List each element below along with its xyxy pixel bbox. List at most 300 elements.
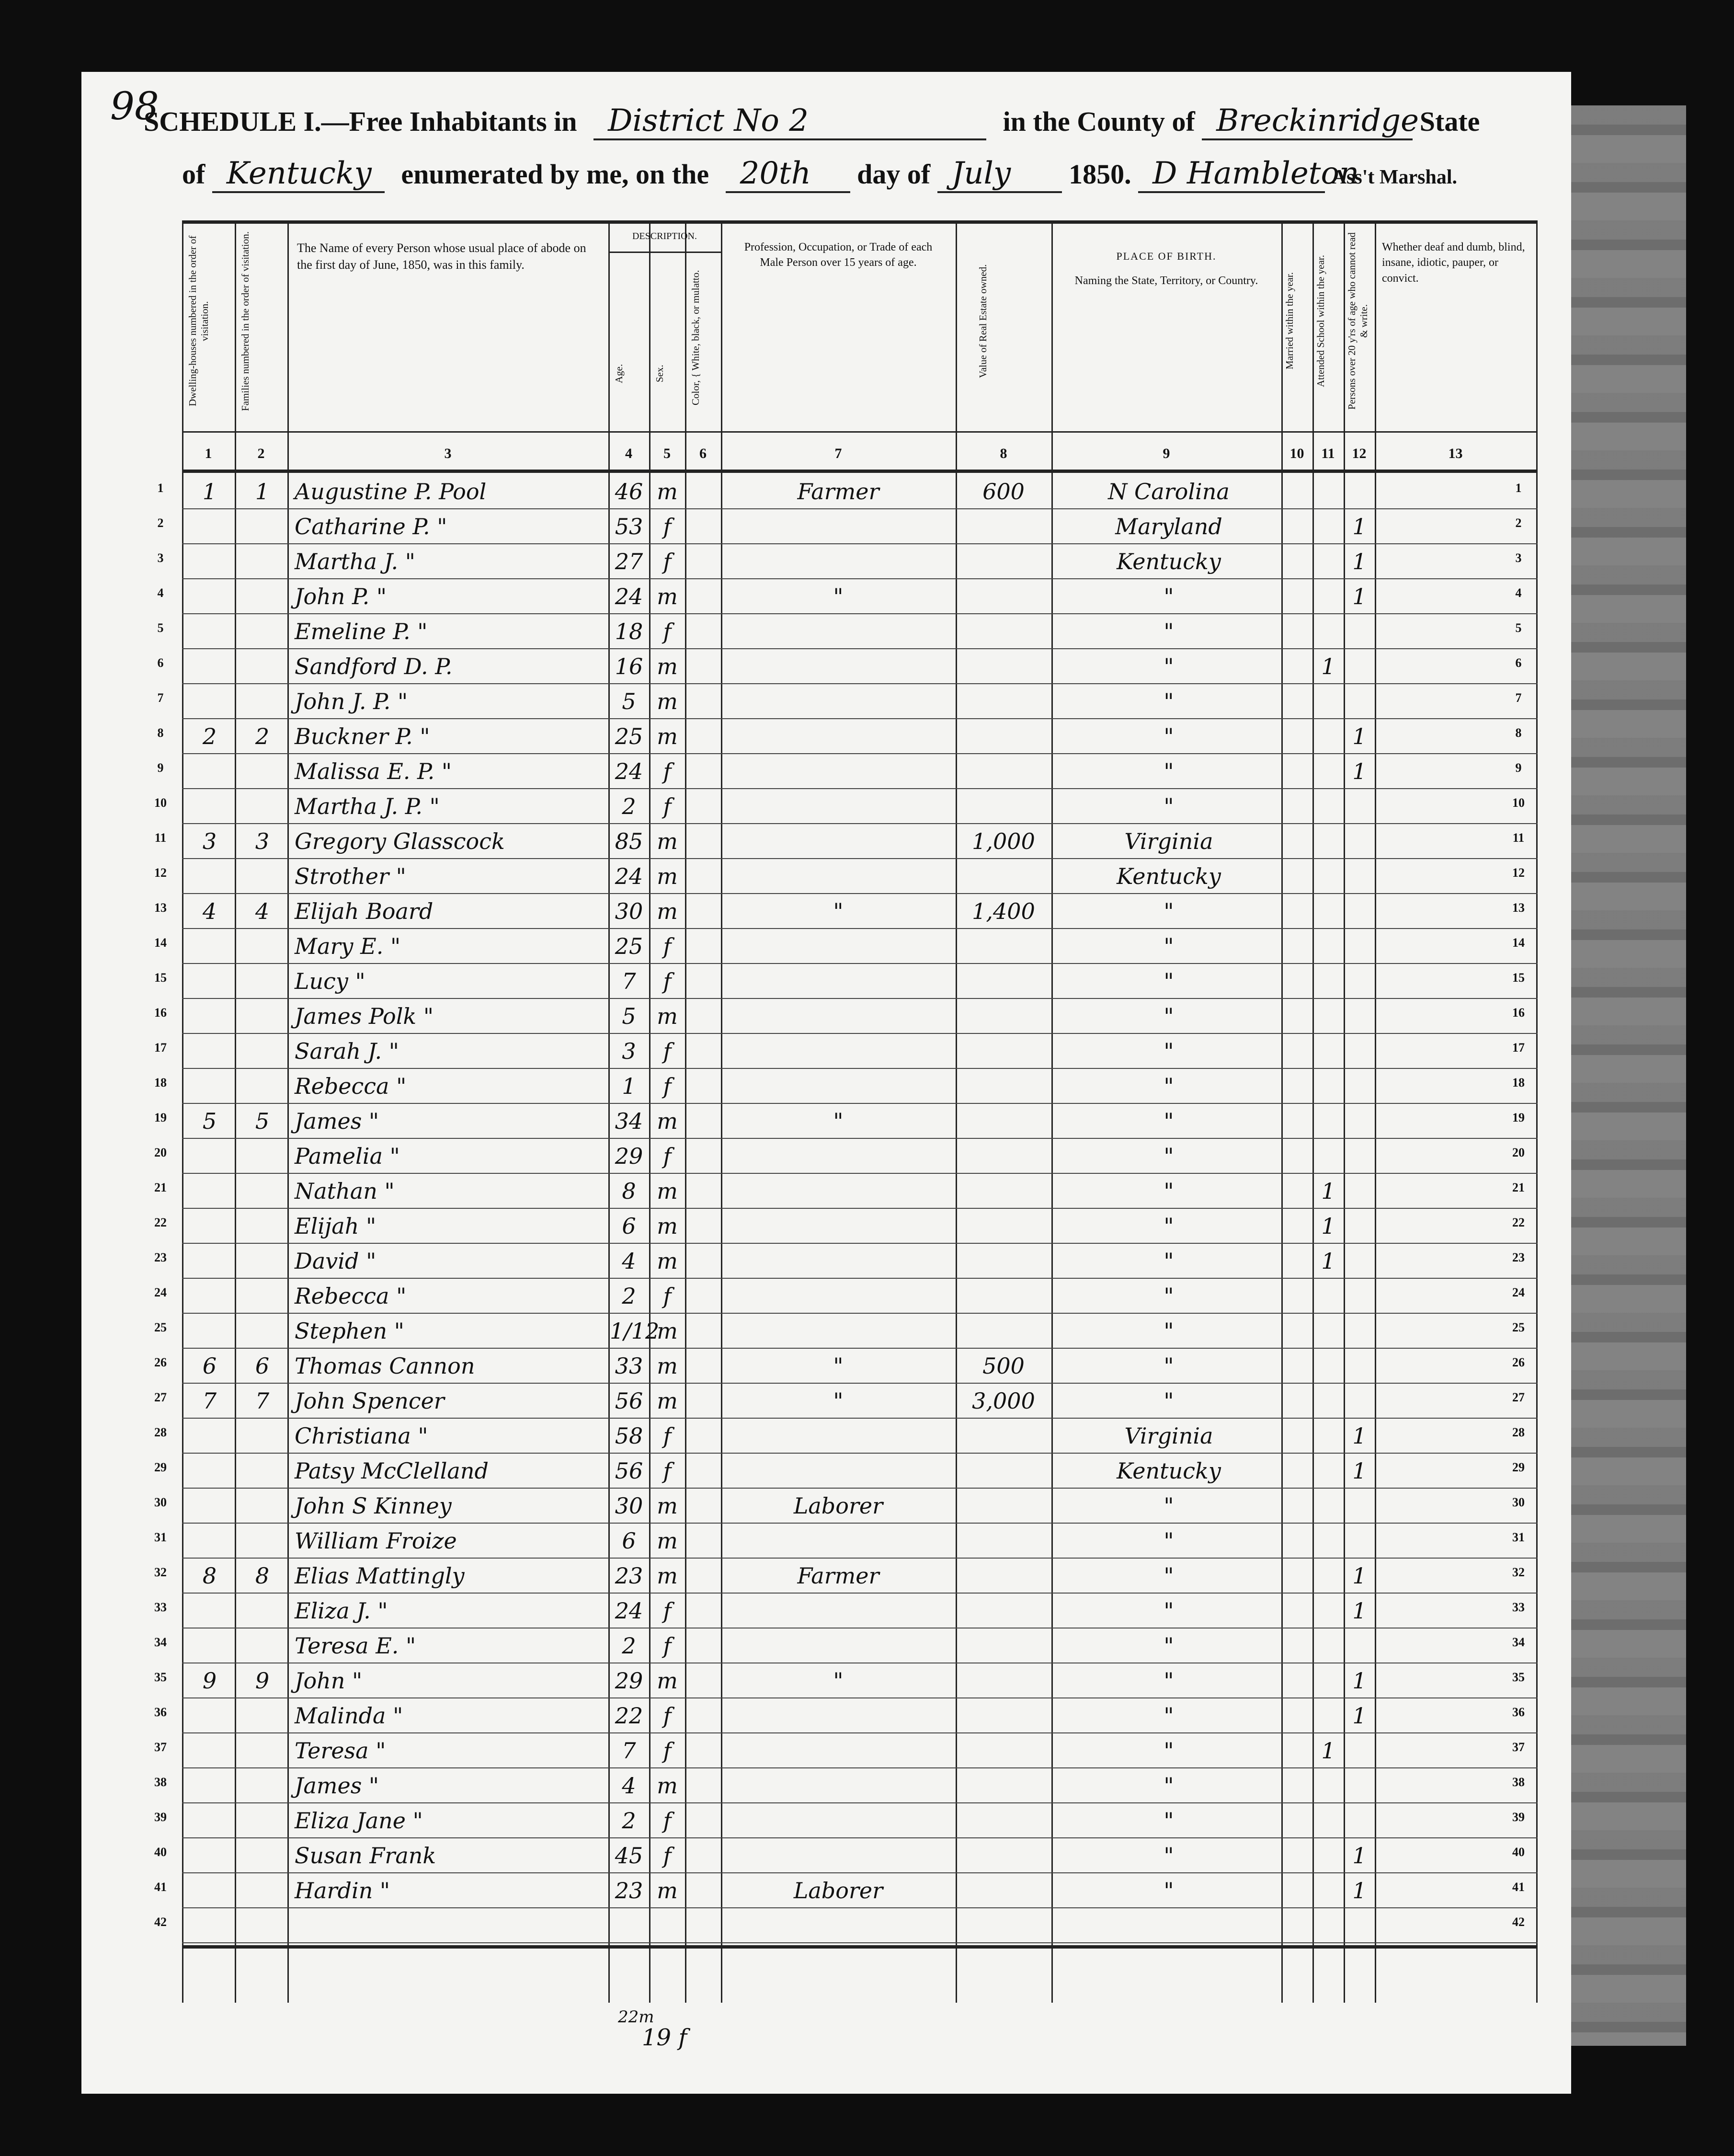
county-label: in the County of	[1003, 106, 1195, 137]
family-number	[240, 1698, 285, 1733]
line-number: 28	[154, 1425, 167, 1439]
birthplace-value: Kentucky	[1117, 863, 1221, 889]
sex-value: m	[657, 688, 678, 714]
col4-heading: Age.	[613, 364, 625, 384]
real-estate-value: 500	[982, 1353, 1025, 1379]
family-number: 5	[255, 1108, 270, 1134]
occupation-value	[726, 1244, 951, 1279]
census-table	[154, 220, 1538, 2003]
family-number	[240, 509, 285, 544]
school-mark	[1314, 1139, 1343, 1174]
birthplace-value: Kentucky	[1117, 1458, 1221, 1484]
line-number: 23	[154, 1250, 167, 1264]
family-number	[240, 1768, 285, 1803]
age-value: 30	[615, 1493, 643, 1519]
sex-value: f	[663, 1738, 672, 1764]
sex-value: f	[663, 1283, 672, 1309]
illiterate-mark	[1345, 1034, 1374, 1069]
married-mark	[1283, 1628, 1312, 1663]
school-mark	[1314, 1419, 1343, 1454]
school-mark	[1314, 1908, 1343, 1943]
margin-line-number: 13	[1512, 901, 1525, 915]
dwelling-number	[187, 1314, 232, 1349]
col-number: 5	[663, 446, 671, 461]
family-number	[240, 1803, 285, 1838]
occupation-value	[726, 614, 951, 649]
illiterate-mark: 1	[1352, 1703, 1367, 1729]
birthplace-value: "	[1164, 1598, 1174, 1624]
sex-value: m	[657, 1108, 678, 1134]
sex-value: f	[663, 968, 672, 994]
col-number: 10	[1289, 446, 1304, 461]
sex-value: m	[657, 1353, 678, 1379]
margin-line-number: 36	[1512, 1705, 1525, 1719]
real-estate-value	[958, 859, 1049, 894]
school-mark	[1314, 719, 1343, 754]
person-name: John J. P. "	[295, 688, 408, 714]
occupation-value	[726, 1733, 951, 1768]
table-row	[154, 1314, 1538, 1349]
dwelling-number	[187, 1838, 232, 1873]
occupation-value: "	[833, 1353, 844, 1379]
occupation-value	[726, 1768, 951, 1803]
family-number	[240, 1524, 285, 1559]
person-name: John "	[295, 1668, 363, 1694]
family-number	[240, 754, 285, 789]
school-mark	[1314, 1698, 1343, 1733]
occupation-value	[726, 1069, 951, 1104]
sex-value: m	[657, 1528, 678, 1554]
table-row	[154, 1838, 1538, 1873]
table-row	[157, 649, 1538, 684]
month-value: July	[937, 156, 1062, 193]
margin-line-number: 26	[1512, 1355, 1525, 1369]
line-number: 10	[154, 796, 167, 810]
illiterate-mark	[1345, 929, 1374, 964]
table-row	[157, 754, 1538, 789]
sex-value: m	[657, 1773, 678, 1799]
sex-value: m	[657, 1563, 678, 1589]
real-estate-value	[958, 1628, 1049, 1663]
margin-line-number: 27	[1512, 1390, 1525, 1404]
real-estate-value	[958, 684, 1049, 719]
line-number: 18	[154, 1076, 167, 1089]
line-number: 25	[154, 1320, 167, 1334]
person-name: John Spencer	[295, 1388, 445, 1414]
married-mark	[1283, 649, 1312, 684]
sex-value: f	[663, 1703, 672, 1729]
school-mark	[1314, 1279, 1343, 1314]
occupation-value	[726, 1034, 951, 1069]
married-mark	[1283, 579, 1312, 614]
dwelling-number	[187, 1174, 232, 1209]
age-value: 2	[622, 793, 636, 819]
margin-line-number: 7	[1515, 691, 1522, 705]
illiterate-mark	[1345, 1768, 1374, 1803]
line-number: 9	[157, 761, 164, 775]
married-mark	[1283, 999, 1312, 1034]
sex-value: f	[663, 1038, 672, 1064]
family-number: 2	[255, 723, 270, 749]
table-row	[154, 1559, 1538, 1594]
occupation-value	[726, 719, 951, 754]
family-number	[240, 1838, 285, 1873]
margin-line-number: 28	[1512, 1425, 1525, 1439]
age-value: 24	[615, 584, 643, 609]
table-row	[154, 1663, 1538, 1698]
family-number: 7	[255, 1388, 270, 1414]
illiterate-mark: 1	[1352, 514, 1367, 539]
person-name: Lucy "	[295, 968, 365, 994]
sex-value: f	[663, 758, 672, 784]
line-number: 2	[157, 516, 164, 530]
family-number	[240, 1873, 285, 1908]
col8-heading: Value of Real Estate owned.	[977, 264, 989, 378]
sex-value: f	[663, 1843, 672, 1869]
birthplace-value: "	[1164, 758, 1174, 784]
line-number: 29	[154, 1460, 167, 1474]
line-number: 35	[154, 1670, 167, 1684]
school-mark	[1314, 474, 1343, 509]
school-mark: 1	[1321, 654, 1335, 679]
real-estate-value	[958, 1244, 1049, 1279]
line-number: 42	[154, 1915, 167, 1929]
margin-line-number: 8	[1515, 726, 1522, 740]
person-name: Malissa E. P. "	[295, 758, 452, 784]
birthplace-value: "	[1164, 1633, 1174, 1659]
family-number	[240, 579, 285, 614]
real-estate-value: 3,000	[972, 1388, 1035, 1414]
margin-line-number: 42	[1512, 1915, 1525, 1929]
sex-value: m	[657, 723, 678, 749]
real-estate-value	[958, 1733, 1049, 1768]
line-number: 16	[154, 1006, 167, 1020]
description-heading: DESCRIPTION.	[632, 231, 697, 241]
table-row	[154, 1104, 1538, 1139]
age-value: 56	[615, 1388, 643, 1414]
district-value: District No 2	[593, 103, 986, 140]
family-number	[240, 1419, 285, 1454]
age-value: 2	[622, 1633, 636, 1659]
col13-heading: Whether deaf and dumb, blind, insane, idiotic, pauper, or convict.	[1382, 241, 1525, 285]
married-mark	[1283, 789, 1312, 824]
sex-value: m	[657, 1248, 678, 1274]
occupation-value	[726, 1454, 951, 1489]
person-name: William Froize	[295, 1528, 457, 1554]
line-number: 5	[157, 621, 164, 635]
age-value	[610, 1908, 648, 1943]
birthplace-value: "	[1164, 1108, 1174, 1134]
person-name: Hardin "	[295, 1878, 390, 1904]
illiterate-mark	[1345, 1489, 1374, 1524]
married-mark	[1283, 1314, 1312, 1349]
school-mark	[1314, 1663, 1343, 1698]
illiterate-mark: 1	[1352, 1598, 1367, 1624]
person-name: Martha J. P. "	[295, 793, 440, 819]
line-number: 24	[154, 1285, 167, 1299]
real-estate-value	[958, 1139, 1049, 1174]
age-value: 34	[615, 1108, 643, 1134]
age-value: 45	[615, 1843, 643, 1869]
illiterate-mark	[1345, 999, 1374, 1034]
family-number	[240, 1314, 285, 1349]
table-row	[154, 824, 1538, 859]
occupation-value: "	[833, 1388, 844, 1414]
school-mark	[1314, 1628, 1343, 1663]
illiterate-mark	[1345, 1314, 1374, 1349]
illiterate-mark	[1345, 1104, 1374, 1139]
school-mark	[1314, 1349, 1343, 1384]
margin-line-number: 17	[1512, 1041, 1525, 1055]
dwelling-number: 3	[202, 828, 217, 854]
school-mark	[1314, 1524, 1343, 1559]
dwelling-number	[187, 1594, 232, 1628]
school-mark	[1314, 1489, 1343, 1524]
person-name: Emeline P. "	[295, 619, 428, 644]
married-mark	[1283, 824, 1312, 859]
school-mark: 1	[1321, 1248, 1335, 1274]
of-label: of	[182, 159, 205, 190]
occupation-value	[726, 649, 951, 684]
illiterate-mark: 1	[1352, 1668, 1367, 1694]
marshal-title: Ass't Marshal.	[1332, 166, 1458, 188]
school-mark	[1314, 1803, 1343, 1838]
birthplace-value: Virginia	[1124, 1423, 1213, 1449]
illiterate-mark: 1	[1352, 584, 1367, 609]
occupation-value	[726, 929, 951, 964]
line-number: 22	[154, 1216, 167, 1229]
school-mark	[1314, 859, 1343, 894]
real-estate-value	[958, 614, 1049, 649]
family-number	[240, 1209, 285, 1244]
age-value: 4	[622, 1248, 636, 1274]
occupation-value	[726, 859, 951, 894]
sex-value: f	[663, 549, 672, 574]
table-row	[154, 1384, 1538, 1419]
birthplace-value: "	[1164, 1808, 1174, 1834]
margin-line-number: 24	[1512, 1285, 1525, 1299]
table-row	[154, 964, 1538, 999]
person-name: Malinda "	[295, 1703, 403, 1729]
line-number: 7	[157, 691, 164, 705]
table-row	[154, 1698, 1538, 1733]
age-value: 3	[622, 1038, 636, 1064]
school-mark	[1314, 1454, 1343, 1489]
family-number	[240, 1034, 285, 1069]
sex-value: f	[663, 514, 672, 539]
age-value: 30	[615, 898, 643, 924]
occupation-value	[726, 509, 951, 544]
age-value: 2	[622, 1808, 636, 1834]
school-mark	[1314, 1069, 1343, 1104]
table-row	[154, 1873, 1538, 1908]
age-value: 6	[622, 1528, 636, 1554]
real-estate-value	[958, 789, 1049, 824]
table-row	[154, 1733, 1538, 1768]
table-row	[154, 1244, 1538, 1279]
birthplace-value: Maryland	[1115, 514, 1222, 539]
sex-value: m	[657, 584, 678, 609]
family-number	[240, 929, 285, 964]
margin-line-number: 2	[1515, 516, 1522, 530]
real-estate-value	[958, 579, 1049, 614]
age-value: 25	[615, 933, 643, 959]
person-name: James Polk "	[295, 1003, 434, 1029]
family-number	[240, 964, 285, 999]
person-name: Gregory Glasscock	[295, 828, 505, 854]
col9-title: PLACE OF BIRTH.	[1116, 250, 1217, 262]
age-value: 29	[615, 1668, 643, 1694]
occupation-value: "	[833, 1108, 844, 1134]
line-number: 34	[154, 1635, 167, 1649]
dwelling-number: 7	[202, 1388, 217, 1414]
occupation-value	[726, 754, 951, 789]
occupation-value: "	[833, 1668, 844, 1694]
school-mark	[1314, 544, 1343, 579]
age-value: 56	[615, 1458, 643, 1484]
dwelling-number	[187, 1034, 232, 1069]
family-number	[240, 789, 285, 824]
margin-line-number: 25	[1512, 1320, 1525, 1334]
age-value: 1	[622, 1073, 636, 1099]
line-number: 15	[154, 971, 167, 985]
real-estate-value	[958, 1663, 1049, 1698]
margin-line-number: 14	[1512, 936, 1525, 950]
line-number: 8	[157, 726, 164, 740]
birthplace-value: "	[1164, 1073, 1174, 1099]
county-value: Breckinridge	[1202, 103, 1413, 140]
margin-line-number: 15	[1512, 971, 1525, 985]
dwelling-number	[187, 1733, 232, 1768]
margin-line-number: 37	[1512, 1740, 1525, 1754]
age-value: 23	[615, 1563, 643, 1589]
birthplace-value: "	[1164, 1213, 1174, 1239]
birthplace-value: "	[1164, 1773, 1174, 1799]
real-estate-value	[958, 1594, 1049, 1628]
married-mark	[1283, 1384, 1312, 1419]
line-number: 19	[154, 1111, 167, 1124]
table-row	[157, 509, 1538, 544]
table-row	[154, 1279, 1538, 1314]
real-estate-value	[958, 1174, 1049, 1209]
table-row	[154, 1908, 1538, 1943]
age-value: 53	[615, 514, 643, 539]
footer-page: 19 f	[642, 2024, 687, 2051]
birthplace-value: "	[1164, 1318, 1174, 1344]
illiterate-mark	[1345, 1139, 1374, 1174]
table-row	[154, 1628, 1538, 1663]
birthplace-value: "	[1164, 898, 1174, 924]
sex-value	[650, 1908, 684, 1943]
birthplace-value: "	[1164, 1878, 1174, 1904]
table-row	[154, 789, 1538, 824]
married-mark	[1283, 1838, 1312, 1873]
real-estate-value	[958, 1524, 1049, 1559]
line-number: 4	[157, 586, 164, 600]
illiterate-mark: 1	[1352, 1458, 1367, 1484]
illiterate-mark	[1345, 474, 1374, 509]
col1-heading: Dwelling-houses numbered in the order of visitation.	[187, 235, 211, 407]
illiterate-mark	[1345, 1628, 1374, 1663]
line-number: 12	[154, 866, 167, 880]
family-number	[240, 614, 285, 649]
family-number	[240, 1139, 285, 1174]
occupation-value	[726, 1314, 951, 1349]
married-mark	[1283, 859, 1312, 894]
married-mark	[1283, 1524, 1312, 1559]
real-estate-value	[958, 754, 1049, 789]
day-of-label: day of	[857, 159, 931, 190]
birthplace-value: N Carolina	[1108, 479, 1230, 505]
family-number	[240, 1279, 285, 1314]
dwelling-number	[187, 999, 232, 1034]
age-value: 29	[615, 1143, 643, 1169]
col3-heading: The Name of every Person whose usual place of abode on the first day of June, 1850, was in this family.	[297, 241, 586, 272]
dwelling-number: 4	[202, 898, 217, 924]
enumeration-line	[182, 156, 1457, 193]
age-value: 1/12	[610, 1318, 660, 1344]
col10-heading: Married within the year.	[1284, 272, 1295, 370]
illiterate-mark: 1	[1352, 723, 1367, 749]
age-value: 18	[615, 619, 643, 644]
married-mark	[1283, 1349, 1312, 1384]
real-estate-value	[958, 1908, 1049, 1943]
family-number	[240, 1594, 285, 1628]
real-estate-value	[958, 1454, 1049, 1489]
sex-value: m	[657, 1003, 678, 1029]
married-mark	[1283, 1034, 1312, 1069]
family-number: 9	[255, 1668, 270, 1694]
married-mark	[1283, 1454, 1312, 1489]
age-value: 5	[622, 1003, 636, 1029]
age-value: 16	[615, 654, 643, 679]
real-estate-value	[958, 1873, 1049, 1908]
dwelling-number	[187, 1698, 232, 1733]
married-mark	[1283, 929, 1312, 964]
illiterate-mark	[1345, 1069, 1374, 1104]
line-number: 33	[154, 1600, 167, 1614]
dwelling-number	[187, 649, 232, 684]
married-mark	[1283, 894, 1312, 929]
sex-value: m	[657, 1493, 678, 1519]
age-value: 24	[615, 758, 643, 784]
illiterate-mark	[1345, 1349, 1374, 1384]
person-name: Eliza J. "	[295, 1598, 388, 1624]
state-value: Kentucky	[212, 156, 385, 193]
family-number: 3	[255, 828, 270, 854]
school-mark	[1314, 929, 1343, 964]
birthplace-value: "	[1164, 584, 1174, 609]
col-number: 11	[1321, 446, 1335, 461]
occupation-value: Laborer	[793, 1493, 883, 1519]
age-value: 85	[615, 828, 643, 854]
occupation-value	[726, 544, 951, 579]
person-name: Patsy McClelland	[295, 1458, 489, 1484]
birthplace-value: "	[1164, 723, 1174, 749]
state-label: State	[1419, 106, 1480, 137]
family-number	[240, 1908, 285, 1943]
real-estate-value	[958, 1768, 1049, 1803]
table-row	[154, 999, 1538, 1034]
family-number	[240, 1174, 285, 1209]
birthplace-value: "	[1164, 688, 1174, 714]
dwelling-number	[187, 929, 232, 964]
occupation-value	[726, 1698, 951, 1733]
dwelling-number	[187, 859, 232, 894]
col-number: 1	[205, 446, 212, 461]
birthplace-value: "	[1164, 1143, 1174, 1169]
sex-value: f	[663, 1143, 672, 1169]
